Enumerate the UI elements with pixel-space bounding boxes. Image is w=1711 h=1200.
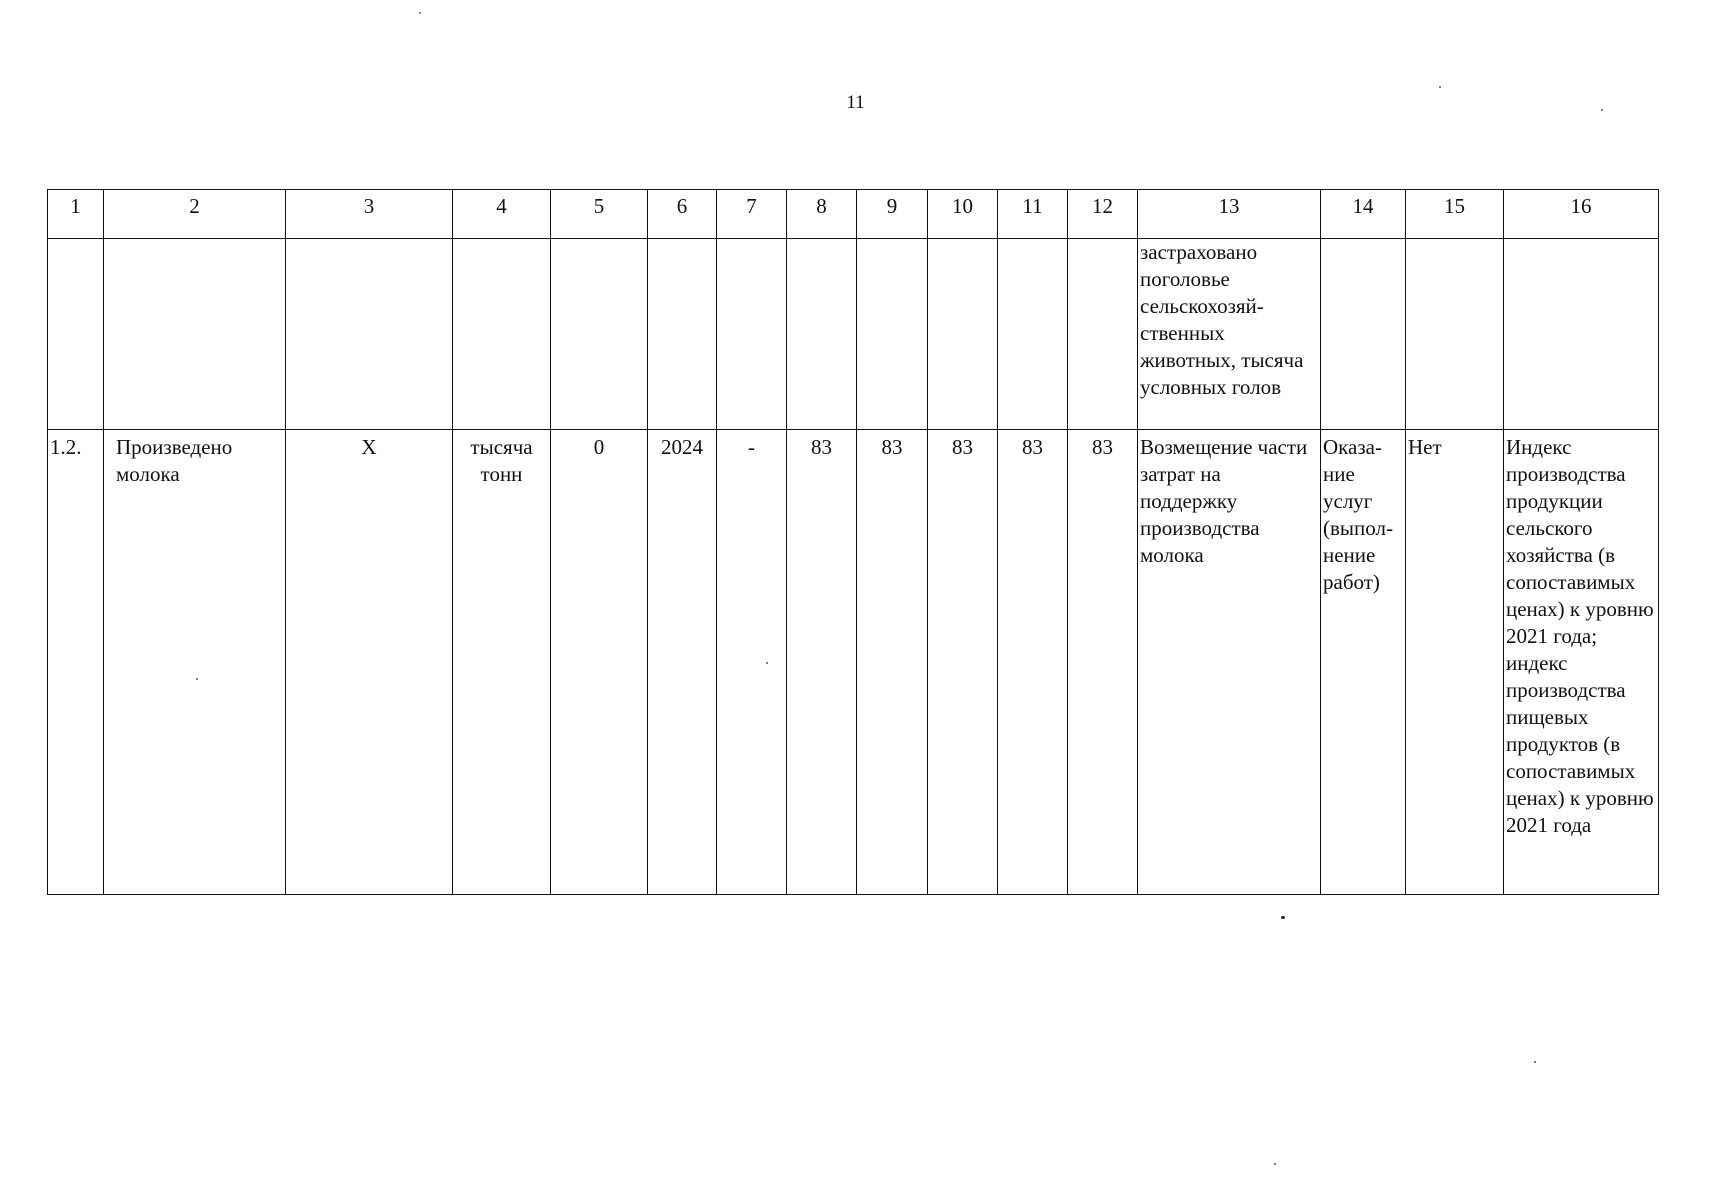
empty-cell xyxy=(104,239,286,430)
header-cell: 8 xyxy=(787,190,857,239)
header-cell: 13 xyxy=(1138,190,1321,239)
empty-cell xyxy=(648,239,717,430)
empty-cell xyxy=(787,239,857,430)
flag-cell: Нет xyxy=(1406,430,1504,895)
header-cell: 2 xyxy=(104,190,286,239)
empty-cell xyxy=(1406,239,1504,430)
page-number: 11 xyxy=(846,92,865,113)
scan-speck xyxy=(1274,1163,1276,1165)
header-cell: 9 xyxy=(857,190,928,239)
empty-cell xyxy=(717,239,787,430)
scan-speck xyxy=(419,12,421,14)
indicator-name-cell: Произведено молока xyxy=(104,430,286,895)
empty-cell xyxy=(453,239,551,430)
empty-cell xyxy=(1504,239,1659,430)
base-year-cell: 2024 xyxy=(648,430,717,895)
cell-col-7: - xyxy=(717,430,787,895)
header-cell: 6 xyxy=(648,190,717,239)
header-cell: 4 xyxy=(453,190,551,239)
empty-cell xyxy=(928,239,998,430)
header-cell: 14 xyxy=(1321,190,1406,239)
header-cell: 5 xyxy=(551,190,648,239)
empty-cell xyxy=(1068,239,1138,430)
header-cell: 10 xyxy=(928,190,998,239)
header-cell: 11 xyxy=(998,190,1068,239)
continuation-row xyxy=(48,239,1659,430)
linked-indicator-cell: Индекс производства продукции сельского хозяйства (в сопоставимых ценах) к уровню 2021 года; индекс производства пищевых продуктов (в сопоставимых ценах) к уровню 2021 года xyxy=(1504,430,1659,895)
empty-cell xyxy=(48,239,104,430)
value-cell-col-10: 83 xyxy=(928,430,998,895)
empty-cell xyxy=(1321,239,1406,430)
value-cell-col-12: 83 xyxy=(1068,430,1138,895)
header-cell: 7 xyxy=(717,190,787,239)
header-cell: 1 xyxy=(48,190,104,239)
table-row-1-2 xyxy=(48,430,1659,895)
value-cell-col-9: 83 xyxy=(857,430,928,895)
row-number-cell: 1.2. xyxy=(48,430,104,895)
scan-speck xyxy=(1439,86,1441,88)
header-cell: 16 xyxy=(1504,190,1659,239)
empty-cell xyxy=(998,239,1068,430)
scan-speck xyxy=(1534,1061,1536,1063)
scan-speck xyxy=(196,678,198,680)
column-number-row xyxy=(48,190,1659,239)
value-cell-col-8: 83 xyxy=(787,430,857,895)
cell-col-3: X xyxy=(286,430,453,895)
scan-speck xyxy=(766,662,768,664)
scan-speck xyxy=(1601,109,1603,111)
header-cell: 3 xyxy=(286,190,453,239)
indicators-table xyxy=(47,189,1659,895)
unit-cell: тысяча тонн xyxy=(453,430,551,895)
header-cell: 12 xyxy=(1068,190,1138,239)
header-cell: 15 xyxy=(1406,190,1504,239)
measure-cell: Возмещение части затрат на поддержку производства молока xyxy=(1138,430,1321,895)
empty-cell xyxy=(286,239,453,430)
measure-type-cell: Оказа-ние услуг (выпол-нение работ) xyxy=(1321,430,1406,895)
insured-livestock-cell: застраховано поголовье сельскохозяй-ственных животных, тысяча условных голов xyxy=(1138,239,1321,430)
empty-cell xyxy=(857,239,928,430)
empty-cell xyxy=(551,239,648,430)
value-cell-col-11: 83 xyxy=(998,430,1068,895)
base-value-cell: 0 xyxy=(551,430,648,895)
scan-speck xyxy=(1281,916,1285,919)
